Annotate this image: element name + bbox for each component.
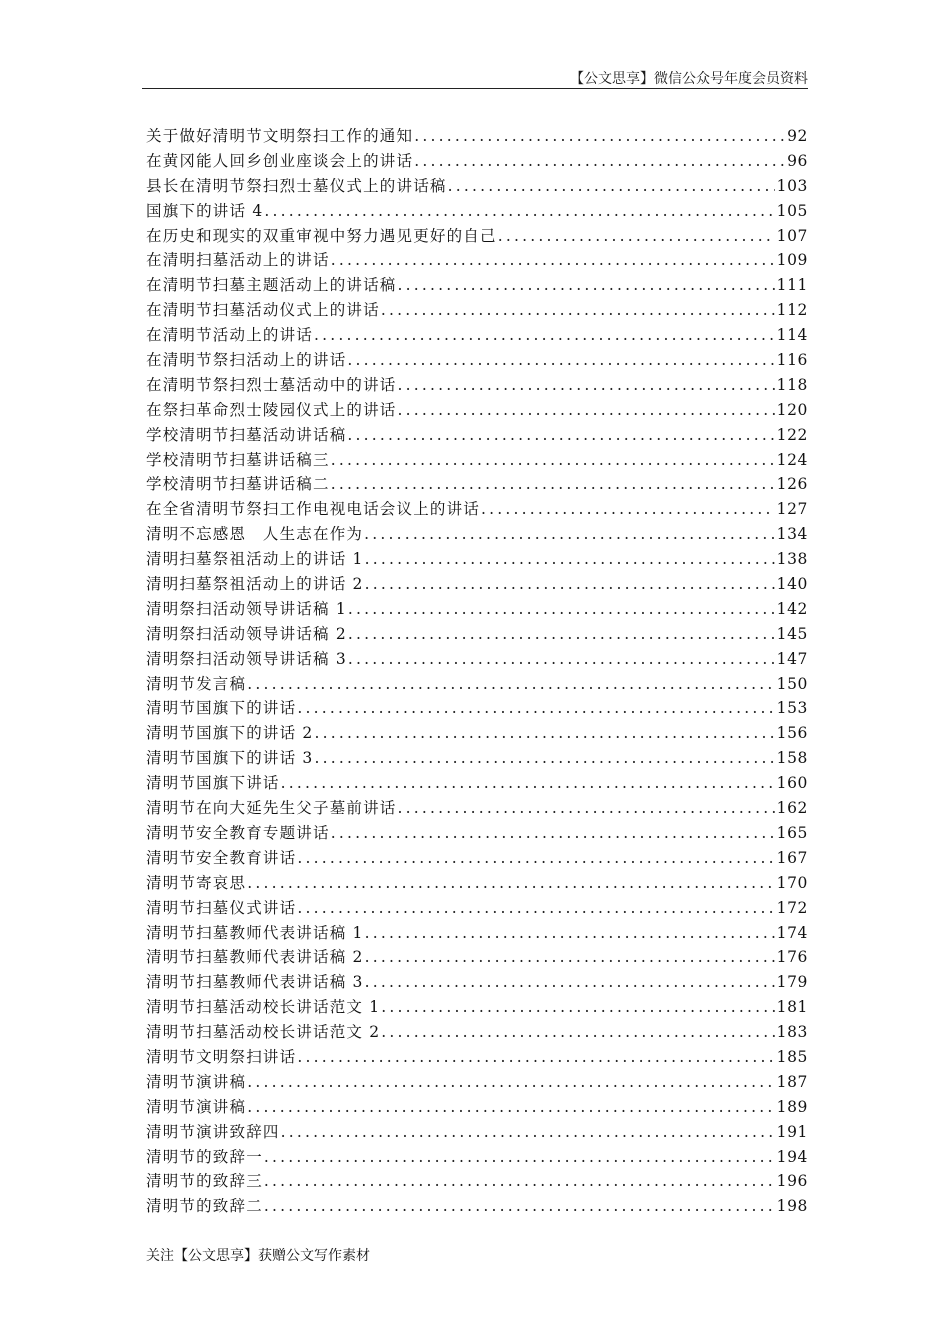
toc-entry xyxy=(146,273,808,298)
toc-entry-title: 在清明节扫墓活动仪式上的讲话 xyxy=(146,301,380,320)
toc-entry-title: 关于做好清明节文明祭扫工作的通知 xyxy=(146,127,414,145)
dot-leader xyxy=(380,1020,774,1045)
toc-entry xyxy=(146,672,808,697)
toc-entry xyxy=(146,497,808,522)
dot-leader xyxy=(296,896,774,921)
dot-leader xyxy=(347,622,775,647)
toc-entry-page-number: 92 xyxy=(787,127,808,145)
toc-entry-title: 清明节寄哀思 xyxy=(146,873,247,892)
dot-leader xyxy=(246,871,774,896)
toc-entry-title: 在祭扫革命烈士陵园仪式上的讲话 xyxy=(146,400,397,419)
toc-entry xyxy=(146,1194,808,1219)
page-header: 【公文思享】微信公众号年度会员资料 xyxy=(570,71,808,87)
toc-entry-title: 清明节扫墓仪式讲话 xyxy=(146,898,297,917)
dot-leader xyxy=(363,522,775,547)
toc-entry xyxy=(146,1095,808,1120)
toc-entry-title: 学校清明节扫墓讲话稿三 xyxy=(146,450,330,469)
toc-entry-page-number: 109 xyxy=(776,251,808,270)
toc-entry-page-number: 103 xyxy=(776,176,808,195)
dot-leader xyxy=(346,423,774,448)
dot-leader xyxy=(397,373,775,398)
toc-entry xyxy=(146,696,808,721)
dot-leader xyxy=(397,398,775,423)
dot-leader xyxy=(296,1045,774,1070)
dot-leader xyxy=(280,1120,775,1145)
toc-entry-page-number: 172 xyxy=(776,898,808,917)
toc-entry-page-number: 116 xyxy=(776,351,808,370)
dot-leader xyxy=(364,970,775,995)
toc-entry-title: 清明节国旗下的讲话 3 xyxy=(146,749,314,768)
toc-entry-page-number: 150 xyxy=(776,674,808,693)
toc-entry-page-number: 142 xyxy=(776,599,808,618)
toc-entry xyxy=(146,398,808,423)
toc-entry xyxy=(146,1145,808,1170)
table-of-contents xyxy=(146,124,808,1219)
toc-entry-page-number: 160 xyxy=(776,774,808,793)
toc-entry-page-number: 127 xyxy=(776,500,808,519)
dot-leader xyxy=(330,472,775,497)
toc-entry-page-number: 114 xyxy=(776,326,808,345)
dot-leader xyxy=(364,945,775,970)
dot-leader xyxy=(497,224,775,249)
dot-leader xyxy=(413,149,785,174)
toc-entry-page-number: 138 xyxy=(776,550,808,569)
toc-entry-title: 在清明扫墓活动上的讲话 xyxy=(146,251,330,270)
toc-entry xyxy=(146,124,808,149)
toc-entry xyxy=(146,572,808,597)
toc-entry-page-number: 196 xyxy=(776,1172,808,1191)
dot-leader xyxy=(263,1194,775,1219)
toc-entry-title: 清明节文明祭扫讲话 xyxy=(146,1047,297,1066)
toc-entry-page-number: 118 xyxy=(776,375,808,394)
toc-entry-title: 清明扫墓祭祖活动上的讲话 1 xyxy=(146,550,364,569)
dot-leader xyxy=(263,1145,775,1170)
toc-entry-title: 清明祭扫活动领导讲话稿 3 xyxy=(146,649,347,668)
toc-entry-page-number: 147 xyxy=(776,649,808,668)
toc-entry-page-number: 134 xyxy=(776,525,808,544)
toc-entry-title: 清明节发言稿 xyxy=(146,674,247,693)
toc-entry xyxy=(146,647,808,672)
toc-entry-title: 清明节扫墓教师代表讲话稿 1 xyxy=(146,923,364,942)
toc-entry-title: 在清明节祭扫活动上的讲话 xyxy=(146,351,347,370)
toc-entry xyxy=(146,448,808,473)
toc-entry xyxy=(146,1169,808,1194)
toc-entry-page-number: 189 xyxy=(776,1097,808,1116)
dot-leader xyxy=(296,696,774,721)
toc-entry xyxy=(146,323,808,348)
toc-entry-page-number: 191 xyxy=(776,1122,808,1141)
toc-entry xyxy=(146,945,808,970)
dot-leader xyxy=(380,995,774,1020)
toc-entry-title: 清明节演讲致辞四 xyxy=(146,1122,280,1141)
toc-entry-page-number: 162 xyxy=(776,799,808,818)
toc-entry-title: 在全省清明节祭扫工作电视电话会议上的讲话 xyxy=(146,500,481,519)
toc-entry-page-number: 140 xyxy=(776,575,808,594)
toc-entry-title: 清明节国旗下的讲话 xyxy=(146,699,297,718)
toc-entry-page-number: 170 xyxy=(776,873,808,892)
dot-leader xyxy=(397,273,775,298)
dot-leader xyxy=(263,199,774,224)
toc-entry xyxy=(146,921,808,946)
dot-leader xyxy=(364,921,775,946)
toc-entry xyxy=(146,970,808,995)
toc-entry xyxy=(146,149,808,174)
toc-entry xyxy=(146,348,808,373)
toc-entry xyxy=(146,423,808,448)
toc-entry-page-number: 120 xyxy=(776,400,808,419)
toc-entry-title: 清明节演讲稿 xyxy=(146,1097,247,1116)
toc-entry xyxy=(146,771,808,796)
dot-leader xyxy=(280,771,775,796)
toc-entry-page-number: 126 xyxy=(776,475,808,494)
toc-entry xyxy=(146,1120,808,1145)
toc-entry xyxy=(146,721,808,746)
toc-entry-page-number: 187 xyxy=(776,1072,808,1091)
toc-entry-page-number: 153 xyxy=(776,699,808,718)
toc-entry-title: 清明节演讲稿 xyxy=(146,1072,247,1091)
dot-leader xyxy=(330,448,775,473)
toc-entry-page-number: 167 xyxy=(776,848,808,867)
toc-entry-page-number: 183 xyxy=(776,1023,808,1042)
toc-entry-title: 清明节扫墓教师代表讲话稿 2 xyxy=(146,948,364,967)
dot-leader xyxy=(413,124,785,149)
toc-entry xyxy=(146,821,808,846)
toc-entry-title: 清明节的致辞一 xyxy=(146,1147,263,1166)
toc-entry xyxy=(146,1045,808,1070)
toc-entry-page-number: 111 xyxy=(776,276,808,295)
toc-entry-title: 在历史和现实的双重审视中努力遇见更好的自己 xyxy=(146,226,497,245)
toc-entry-page-number: 176 xyxy=(776,948,808,967)
dot-leader xyxy=(330,248,775,273)
toc-entry xyxy=(146,174,808,199)
toc-entry-page-number: 174 xyxy=(776,923,808,942)
toc-entry-title: 清明扫墓祭祖活动上的讲话 2 xyxy=(146,575,364,594)
toc-entry-title: 国旗下的讲话 4 xyxy=(146,201,264,220)
dot-leader xyxy=(347,647,775,672)
toc-entry-title: 在清明节祭扫烈士墓活动中的讲话 xyxy=(146,375,397,394)
dot-leader xyxy=(330,821,775,846)
toc-entry xyxy=(146,746,808,771)
dot-leader xyxy=(364,572,775,597)
toc-entry xyxy=(146,846,808,871)
toc-entry-page-number: 145 xyxy=(776,624,808,643)
toc-entry-page-number: 185 xyxy=(776,1047,808,1066)
dot-leader xyxy=(263,1169,775,1194)
dot-leader xyxy=(397,796,775,821)
toc-entry-title: 清明不忘感恩 人生志在作为 xyxy=(146,525,364,544)
toc-entry-title: 清明节扫墓教师代表讲话稿 3 xyxy=(146,973,364,992)
toc-entry xyxy=(146,547,808,572)
toc-entry-page-number: 198 xyxy=(776,1197,808,1216)
toc-entry-page-number: 107 xyxy=(776,226,808,245)
dot-leader xyxy=(296,846,774,871)
toc-entry-title: 清明祭扫活动领导讲话稿 1 xyxy=(146,599,347,618)
toc-entry-title: 清明节在向大延先生父子墓前讲话 xyxy=(146,799,397,818)
toc-entry-title: 学校清明节扫墓活动讲话稿 xyxy=(146,425,347,444)
toc-entry xyxy=(146,248,808,273)
dot-leader xyxy=(380,298,775,323)
dot-leader xyxy=(246,1070,774,1095)
toc-entry-title: 清明节国旗下的讲话 2 xyxy=(146,724,314,743)
toc-entry-title: 清明节的致辞二 xyxy=(146,1197,263,1216)
toc-entry xyxy=(146,472,808,497)
toc-entry-page-number: 112 xyxy=(776,301,808,320)
toc-entry-title: 清明节的致辞三 xyxy=(146,1172,263,1191)
dot-leader xyxy=(447,174,775,199)
toc-entry xyxy=(146,995,808,1020)
toc-entry-title: 清明节安全教育讲话 xyxy=(146,848,297,867)
toc-entry-page-number: 124 xyxy=(776,450,808,469)
toc-entry xyxy=(146,896,808,921)
toc-entry xyxy=(146,373,808,398)
toc-entry-title: 清明节安全教育专题讲话 xyxy=(146,823,330,842)
toc-entry xyxy=(146,622,808,647)
toc-entry-page-number: 122 xyxy=(776,425,808,444)
toc-entry-page-number: 156 xyxy=(776,724,808,743)
toc-entry-page-number: 158 xyxy=(776,749,808,768)
toc-entry-title: 在黄冈能人回乡创业座谈会上的讲话 xyxy=(146,151,414,170)
page-footer: 关注【公文思享】获赠公文写作素材 xyxy=(146,1248,370,1264)
toc-entry-page-number: 105 xyxy=(776,201,808,220)
dot-leader xyxy=(346,348,774,373)
toc-entry xyxy=(146,796,808,821)
dot-leader xyxy=(347,597,775,622)
toc-entry-page-number: 179 xyxy=(776,973,808,992)
toc-entry xyxy=(146,522,808,547)
dot-leader xyxy=(313,323,775,348)
dot-leader xyxy=(314,721,775,746)
dot-leader xyxy=(246,672,774,697)
toc-entry-title: 清明节扫墓活动校长讲话范文 2 xyxy=(146,1023,381,1042)
toc-entry-title: 在清明节扫墓主题活动上的讲话稿 xyxy=(146,276,397,295)
toc-entry-page-number: 96 xyxy=(787,151,808,170)
dot-leader xyxy=(314,746,775,771)
toc-entry xyxy=(146,298,808,323)
toc-entry xyxy=(146,1070,808,1095)
toc-entry-title: 学校清明节扫墓讲话稿二 xyxy=(146,475,330,494)
toc-entry-title: 在清明节活动上的讲话 xyxy=(146,326,314,345)
toc-entry-page-number: 165 xyxy=(776,823,808,842)
toc-entry-title: 清明祭扫活动领导讲话稿 2 xyxy=(146,624,347,643)
toc-entry xyxy=(146,597,808,622)
toc-entry xyxy=(146,199,808,224)
toc-entry xyxy=(146,224,808,249)
toc-entry-page-number: 181 xyxy=(776,998,808,1017)
toc-entry-page-number: 194 xyxy=(776,1147,808,1166)
toc-entry-title: 清明节国旗下讲话 xyxy=(146,774,280,793)
toc-entry xyxy=(146,871,808,896)
dot-leader xyxy=(364,547,775,572)
toc-entry-title: 县长在清明节祭扫烈士墓仪式上的讲话稿 xyxy=(146,176,447,195)
header-divider xyxy=(142,88,808,89)
toc-entry-title: 清明节扫墓活动校长讲话范文 1 xyxy=(146,998,381,1017)
toc-entry xyxy=(146,1020,808,1045)
dot-leader xyxy=(246,1095,774,1120)
dot-leader xyxy=(480,497,775,522)
